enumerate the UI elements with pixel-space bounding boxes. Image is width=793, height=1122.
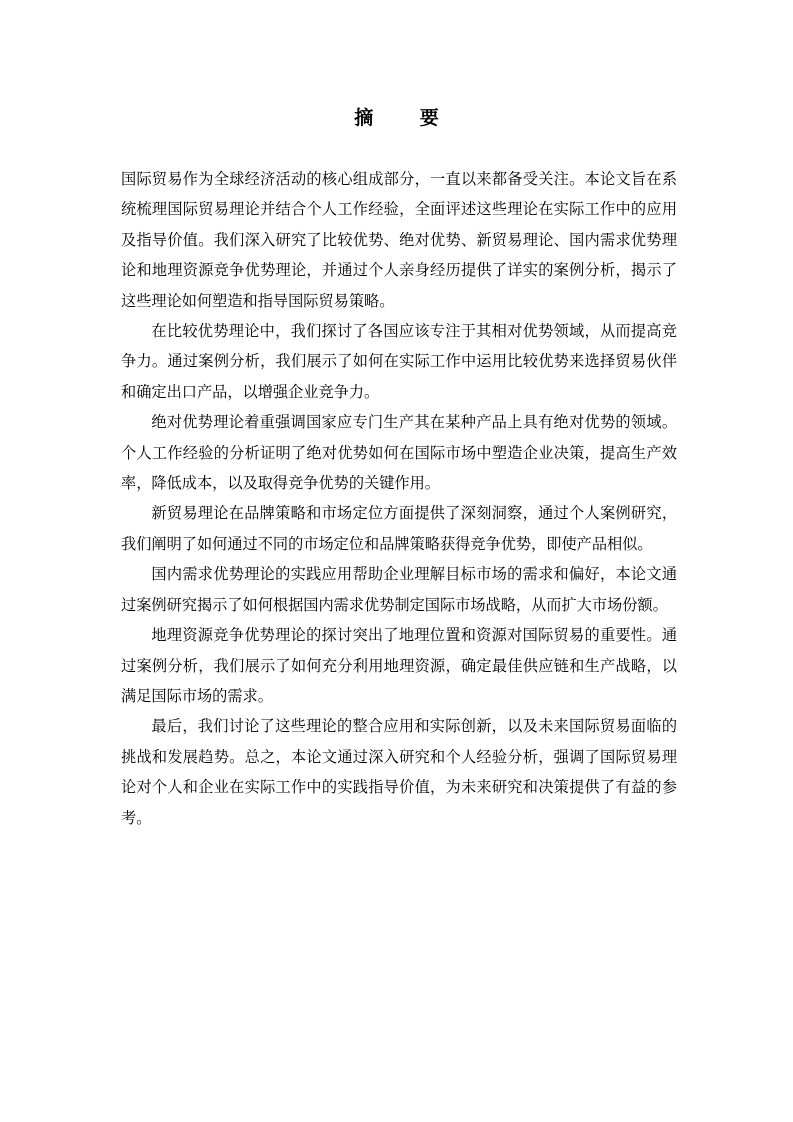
abstract-paragraph-5: 国内需求优势理论的实践应用帮助企业理解目标市场的需求和偏好，本论文通过案例研究揭示了如何根据国内需求优势制定国际市场战略，从而扩大市场份额。 <box>121 565 677 614</box>
abstract-body <box>121 164 677 833</box>
abstract-paragraph-6: 地理资源竞争优势理论的探讨突出了地理位置和资源对国际贸易的重要性。通过案例分析，我们展示了如何充分利用地理资源，确定最佳供应链和生产战略，以满足国际市场的需求。 <box>121 626 677 705</box>
abstract-paragraph-2: 在比较优势理论中，我们探讨了各国应该专注于其相对优势领域，从而提高竞争力。通过案例分析，我们展示了如何在实际工作中运用比较优势来选择贸易伙伴和确定出口产品，以增强企业竞争力。 <box>121 322 677 401</box>
abstract-paragraph-3: 绝对优势理论着重强调国家应专门生产其在某种产品上具有绝对优势的领域。个人工作经验的分析证明了绝对优势如何在国际市场中塑造企业决策，提高生产效率，降低成本，以及取得竞争优势的关键作用。 <box>121 413 677 493</box>
abstract-paragraph-1: 国际贸易作为全球经济活动的核心组成部分，一直以来都备受关注。本论文旨在系统梳理国际贸易理论并结合个人工作经验，全面评述这些理论在实际工作中的应用及指导价值。我们深入研究了比较优势、绝对优势、新贸易理论、国内需求优势理论和地理资源竞争优势理论，并通过个人亲身经历提供了详实的案例分析，揭示了这些理论如何塑造和指导国际贸易策略。 <box>121 170 677 310</box>
page-title: 摘 要 <box>354 107 459 129</box>
abstract-paragraph-7: 最后，我们讨论了这些理论的整合应用和实际创新，以及未来国际贸易面临的挑战和发展趋势。总之，本论文通过深入研究和个人经验分析，强调了国际贸易理论对个人和企业在实际工作中的实践指导价值，为未来研究和决策提供了有益的参考。 <box>121 717 677 827</box>
abstract-paragraph-4: 新贸易理论在品牌策略和市场定位方面提供了深刻洞察，通过个人案例研究，我们阐明了如何通过不同的市场定位和品牌策略获得竞争优势，即使产品相似。 <box>121 504 677 553</box>
